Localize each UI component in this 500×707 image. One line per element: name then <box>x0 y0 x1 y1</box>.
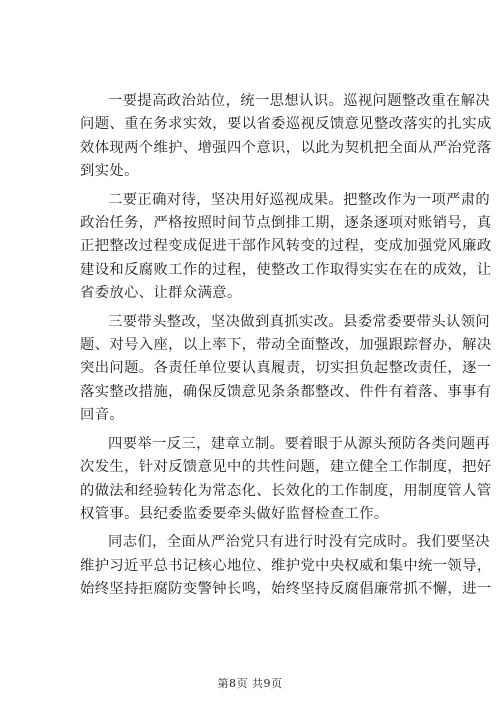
text-line: 落实整改措施，确保反馈意见条条都整改、件件有着落、事事有 <box>80 383 492 400</box>
text-line: 一要提高政治站位，统一思想认识。巡视问题整改重在解决 <box>108 93 491 109</box>
document-body <box>80 90 492 607</box>
text-line: 始终坚持拒腐防变警钟长鸣，始终坚持反腐倡廉常抓不懈，进一 <box>80 581 492 598</box>
text-line: 维护习近平总书记核心地位、维护党中央权威和集中统一领导， <box>80 557 492 574</box>
text-line: 政治任务，严格按照时间节点倒排工期，逐条逐项对账销号，真 <box>80 215 492 232</box>
page-number-footer: 第8页 共9页 <box>217 677 283 690</box>
text-line: 省委放心、让群众满意。 <box>80 285 242 302</box>
paragraph-4 <box>80 433 492 527</box>
text-line: 二要正确对待，坚决用好巡视成果。把整改作为一项严肃的 <box>108 191 491 208</box>
paragraph-1 <box>80 90 492 184</box>
text-line: 次发生，针对反馈意见中的共性问题，建立健全工作制度，把好 <box>80 459 492 476</box>
text-line: 到实处。 <box>80 163 139 180</box>
text-line: 回音。 <box>80 407 125 424</box>
text-line: 建设和反腐败工作的过程，使整改工作取得实实在在的成效，让 <box>80 261 492 278</box>
text-line: 同志们，全面从严治党只有进行时没有完成时。我们要坚决 <box>108 534 491 551</box>
text-line: 问题、重在务求实效，要以省委巡视反馈意见整改落实的扎实成 <box>80 116 492 133</box>
text-line: 突出问题。各责任单位要认真履责，切实担负起整改责任，逐一 <box>80 360 492 377</box>
text-line: 效体现两个维护、增强四个意识，以此为契机把全面从严治党落 <box>80 139 492 156</box>
text-line: 正把整改过程变成促进干部作风转变的过程，变成加强党风廉政 <box>80 238 492 255</box>
paragraph-2 <box>80 189 492 306</box>
paragraph-3 <box>80 311 492 428</box>
text-line: 权管事。县纪委监委要牵头做好监督检查工作。 <box>80 505 389 522</box>
text-line: 三要带头整改，坚决做到真抓实改。县委常委要带头认领问 <box>108 313 491 330</box>
text-line: 四要举一反三，建章立制。要着眼于从源头预防各类问题再 <box>108 435 491 452</box>
text-line: 的做法和经验转化为常态化、长效化的工作制度，用制度管人管 <box>80 482 492 499</box>
paragraph-5 <box>80 531 492 601</box>
text-line: 题、对号入座，以上率下，带动全面整改，加强跟踪督办，解决 <box>80 337 492 354</box>
